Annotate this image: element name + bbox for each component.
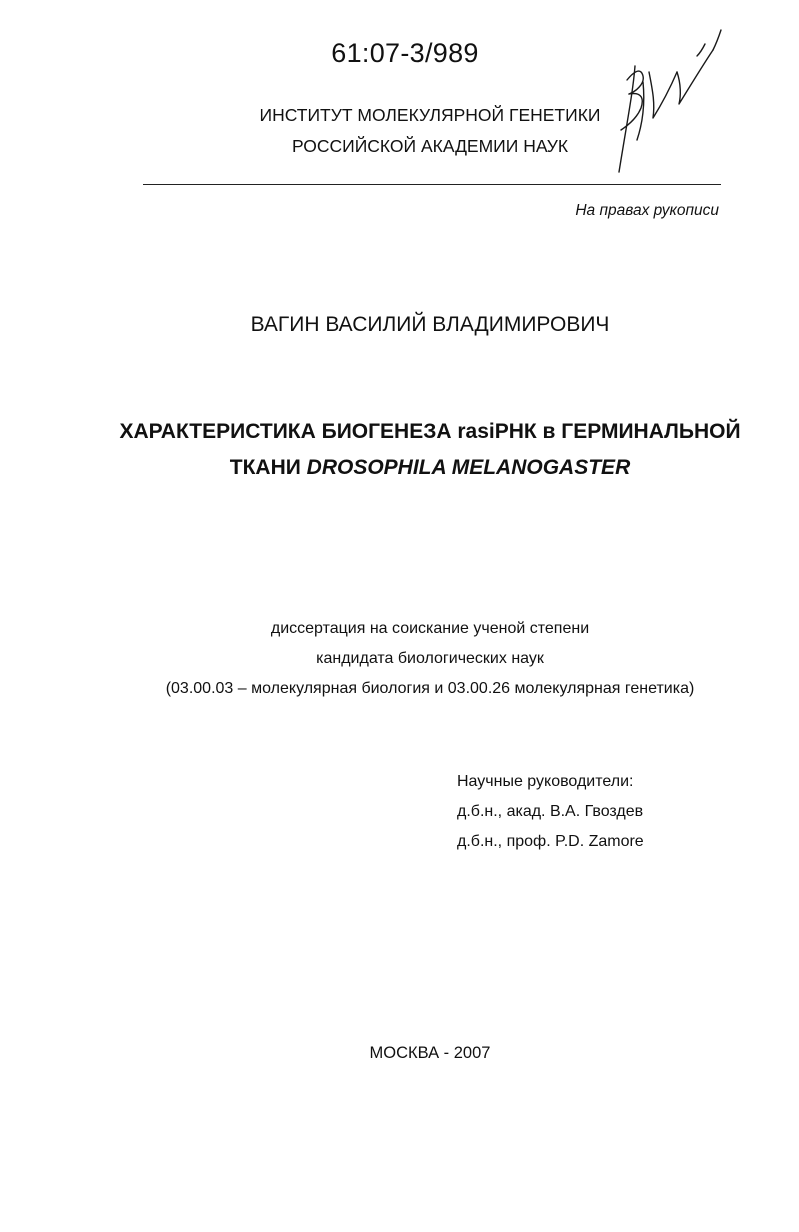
catalog-number: 61:07-3/989 — [331, 38, 479, 68]
title-line-2 — [80, 456, 780, 480]
dissertation-line-1: диссертация на соискание ученой степени — [270, 620, 590, 637]
header-divider — [143, 184, 721, 185]
supervisors-heading: Научные руководители: — [457, 773, 634, 790]
supervisor-1: д.б.н., акад. В.А. Гвоздев — [457, 803, 644, 820]
manuscript-note: На правах рукописи — [575, 202, 719, 219]
institution-line-1: ИНСТИТУТ МОЛЕКУЛЯРНОЙ ГЕНЕТИКИ — [259, 105, 601, 125]
supervisor-2: д.б.н., проф. P.D. Zamore — [457, 833, 644, 850]
institution-line-2: РОССИЙСКОЙ АКАДЕМИИ НАУК — [291, 136, 569, 156]
city-year: МОСКВА - 2007 — [369, 1044, 491, 1062]
dissertation-line-2: кандидата биологических наук — [316, 650, 544, 667]
dissertation-line-3: (03.00.03 – молекулярная биология и 03.00.26 молекулярная генетика) — [165, 680, 695, 697]
title-line-2-prefix: ТКАНИ — [229, 456, 307, 479]
author-name: ВАГИН ВАСИЛИЙ ВЛАДИМИРОВИЧ — [250, 313, 610, 336]
title-species: DROSOPHILA MELANOGASTER — [306, 456, 631, 479]
title-line-1: ХАРАКТЕРИСТИКА БИОГЕНЕЗА rasiРНК в ГЕРМИНАЛЬНОЙ — [119, 420, 741, 443]
handwritten-signature — [605, 22, 735, 182]
